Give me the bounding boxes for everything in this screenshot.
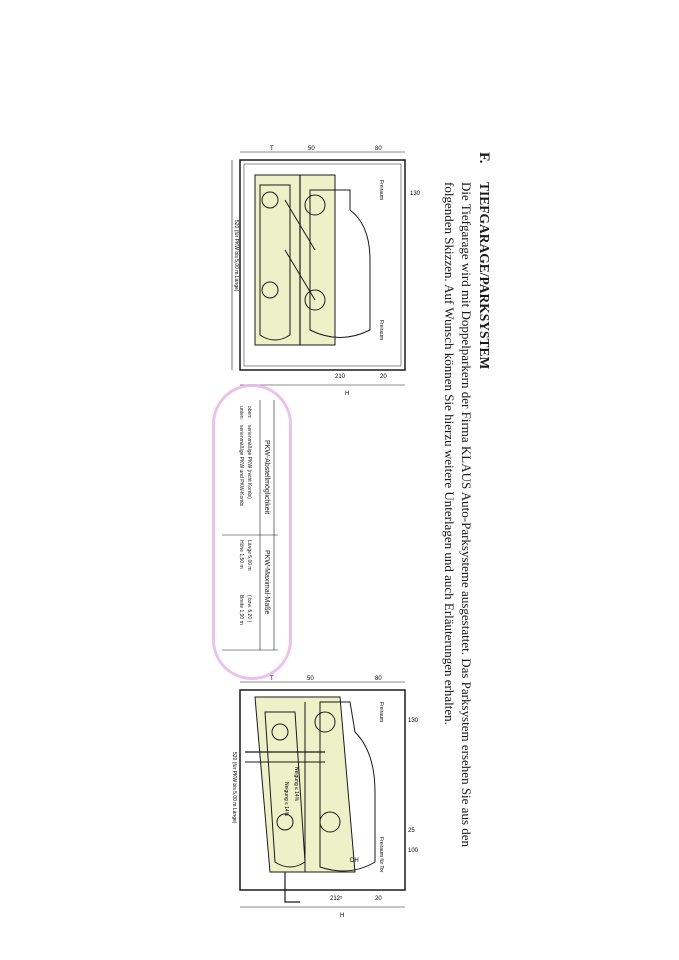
table-col2-header: PKW-Maximal-Maße [263, 550, 270, 615]
parking-diagram-bottom-svg [225, 672, 420, 922]
dim-20-bottom: 20 [375, 896, 382, 902]
table-unten-label: unten: [238, 406, 244, 420]
body-line-2: folgenden Skizzen. Auf Wunsch können Sie hierzu weitere Unterlagen und auch Erläuterungen erhalten. [442, 182, 457, 725]
dim-210: 210 [335, 374, 346, 380]
dim-50: 50 [308, 146, 315, 152]
dim-20: 20 [380, 374, 387, 380]
table-lines [222, 400, 278, 660]
section-text [436, 150, 492, 920]
label-freiraum-1: Freiraum [378, 180, 384, 201]
dim-130-bottom: 130 [408, 718, 419, 724]
dim-100-bottom: 100 [408, 848, 419, 854]
label-freiraum-tor: Freiraum für Tor [378, 837, 384, 873]
parking-diagram-top [230, 140, 420, 400]
table-extra: ( bzw. 5,20 ) [246, 595, 252, 623]
dim-50-bottom: 50 [307, 676, 314, 682]
label-freiraum-2: Freiraum [378, 320, 384, 341]
table-col1-header: PKW-Abstellmöglichkeit [263, 440, 270, 515]
table-unten-text: serienmäßige PKW und PKW-Kombi [238, 425, 244, 507]
dim-130: 130 [410, 191, 420, 197]
parking-diagram-top-svg [230, 140, 420, 400]
label-length-note: 520 (für PKW bis 5,00 m Länge) [233, 220, 239, 292]
label-neigung-2: Neigung ≤ 14% [283, 782, 289, 817]
table-hoehe: Höhe 1,50 m [238, 540, 244, 569]
vehicle-table [222, 400, 278, 660]
table-laenge: Länge 5,00 m [246, 540, 252, 571]
dim-212-bottom: 212⁵ [330, 896, 343, 902]
label-length-note-bottom: 520 (für PKW bis 5,00 m Länge) [231, 752, 237, 824]
dim-25-bottom: 25 [408, 828, 415, 834]
table-breite: Breite 1,90 m [238, 595, 244, 625]
parking-diagram-bottom [225, 672, 420, 922]
body-line-1: Die Tiefgarage wird mit Doppelparkern der Firma KLAUS Auto-Parksysteme ausgestattet. Das Parksystem ersehen Sie aus den [459, 182, 474, 848]
dim-DH-bottom: DH [350, 858, 359, 864]
dim-80: 80 [375, 146, 382, 152]
dim-80-bottom: 80 [375, 676, 382, 682]
table-oben-label: oben: [246, 406, 252, 419]
platform-upper [255, 175, 335, 345]
dim-T: T [270, 146, 274, 152]
dim-H: H [345, 391, 350, 397]
dim-T-bottom: T [270, 676, 274, 682]
table-oben-text: serienmäßige PKW (nicht Kombi) [246, 425, 252, 499]
dim-H-bottom: H [340, 913, 345, 919]
section-title: TIEFGARAGE/PARKSYSTEM [477, 182, 492, 370]
label-freiraum-bottom: Freiraum [378, 702, 384, 723]
label-neigung-1: Neigung ≤ 14% [293, 767, 299, 802]
section-letter: F. [476, 152, 492, 164]
